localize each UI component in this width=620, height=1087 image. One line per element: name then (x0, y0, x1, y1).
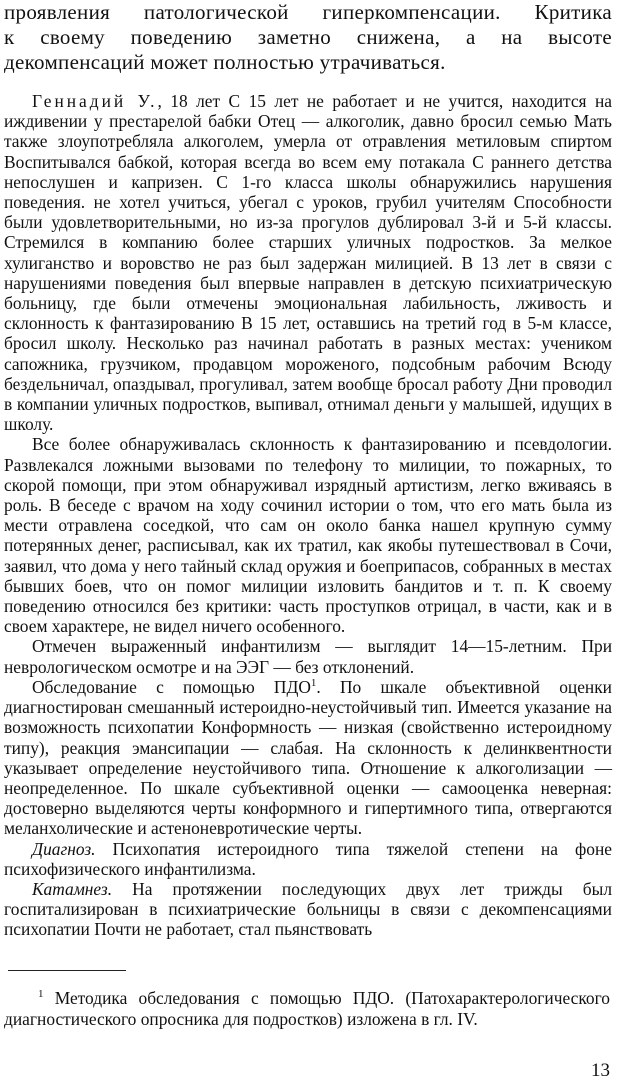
footnote (4, 988, 610, 1029)
footnote-marker: 1 (38, 988, 44, 1001)
diagnosis-text: Психопатия истероидного типа тяжелой степени на фоне психофизического инфантилизма. (4, 838, 612, 879)
page-number: 13 (591, 1060, 610, 1081)
pdo-text-rest: . По шкале объективной оценки диагностирован смешанный истероидно-неустойчивый тип. Имеется указание на возможность психопатии Конформность — низкая (свойственно истероидному типу), реакция эмансипации — слабая. На склонность к делинквентности указывает определение неустойчивого типа. Отношение к алкоголизации — неопределенное. По шкале субъективной оценки — самооценка неверная: достоверно выделяются черты конформного и гипертимного типа, отвергаются меланхолические и астеноневротические черты. (4, 676, 612, 839)
pdo-text-start: Обследование с помощью ПДО (32, 676, 311, 697)
footnote-divider (8, 970, 126, 971)
case-study (4, 91, 612, 940)
case-paragraph-diagnosis (4, 839, 612, 879)
intro-paragraph (4, 0, 612, 75)
case-paragraph-fantasy: Все более обнаруживалась склонность к фантазированию и псевдологии. Развлекался ложными вызовами по телефону то милиции, то пожарных, то скорой помощи, при этом обнаруживал изрядный артистизм, легко вживаясь в роль. В беседе с врачом на ходу сочинил истории о том, что его мать была из мести отравлена соседкой, что сам он около банка нашел крупную сумму потерянных денег, расписывал, как их тратил, как якобы путешествовал в Сочи, заявил, что дома у него тайный склад оружия и боеприпасов, собранных в местах бывших боев, что он помог милиции изловить бандитов и т. п. К своему поведению относился без критики: часть проступков отрицал, в части, как и в своем характере, не видел ничего особенного. (4, 434, 612, 637)
case-paragraph-pdo (4, 677, 612, 839)
case-paragraph-history (4, 91, 612, 434)
case-paragraph-examination: Отмечен выраженный инфантилизм — выглядит 14—15-летним. При неврологическом осмотре и на ЭЭГ — без отклонений. (4, 636, 612, 677)
case-paragraph-catamnesis (4, 879, 612, 940)
footnote-text: Методика обследования с помощью ПДО. (Патохарактерологического диагностического опросника для подростков) изложена в гл. IV. (4, 988, 610, 1029)
intro-line: проявления патологической гиперкомпенсации. Критика (4, 0, 612, 24)
diagnosis-label: Диагноз. (32, 838, 96, 859)
catamnesis-text: На протяжении последующих двух лет трижды был госпитализирован в психиатрические больницы в связи с декомпенсациями психопатии Почти не работает, стал пьянствовать (4, 878, 612, 940)
patient-name: Геннадий У. (32, 91, 158, 111)
intro-line: декомпенсаций может полностью утрачиваться. (4, 50, 446, 74)
intro-line: к своему поведению заметно снижена, а на высоте (4, 25, 612, 49)
catamnesis-label: Катамнез. (32, 878, 113, 899)
history-text: , 18 лет С 15 лет не работает и не учится, находится на иждивении у престарелой бабки Отец — алкоголик, давно бросил семью Мать также злоупотребляла алкоголем, умерла от отравления метиловым спиртом Воспитывался бабкой, которая всегда во всем ему потакала С раннего детства непослушен и капризен. С 1-го класса школы обнаружились нарушения поведения. не хотел учиться, убегал с уроков, грубил учителям Способности были удовлетворительными, но из-за прогулов дублировал 3-й и 5-й классы. Стремился в компанию более старших уличных подростков. За мелкое хулиганство и воровство не раз был задержан милицией. В 13 лет в связи с нарушениями поведения был впервые направлен в детскую психиатрическую больницу, где были отмечены эмоциональная лабильность, лживость и склонность к фантазированию В 15 лет, оставшись на третий год в 5-м классе, бросил школу. Несколько раз начинал работать в разных местах: учеником сапожника, грузчиком, продавцом мороженого, подсобным рабочим Всюду бездельничал, опаздывал, прогуливал, затем вообще бросал работу Дни проводил в компании уличных подростков, выпивал, отнимал деньги у малышей, идущих в школу. (4, 91, 613, 435)
footnote-reference: 1 (310, 677, 317, 690)
